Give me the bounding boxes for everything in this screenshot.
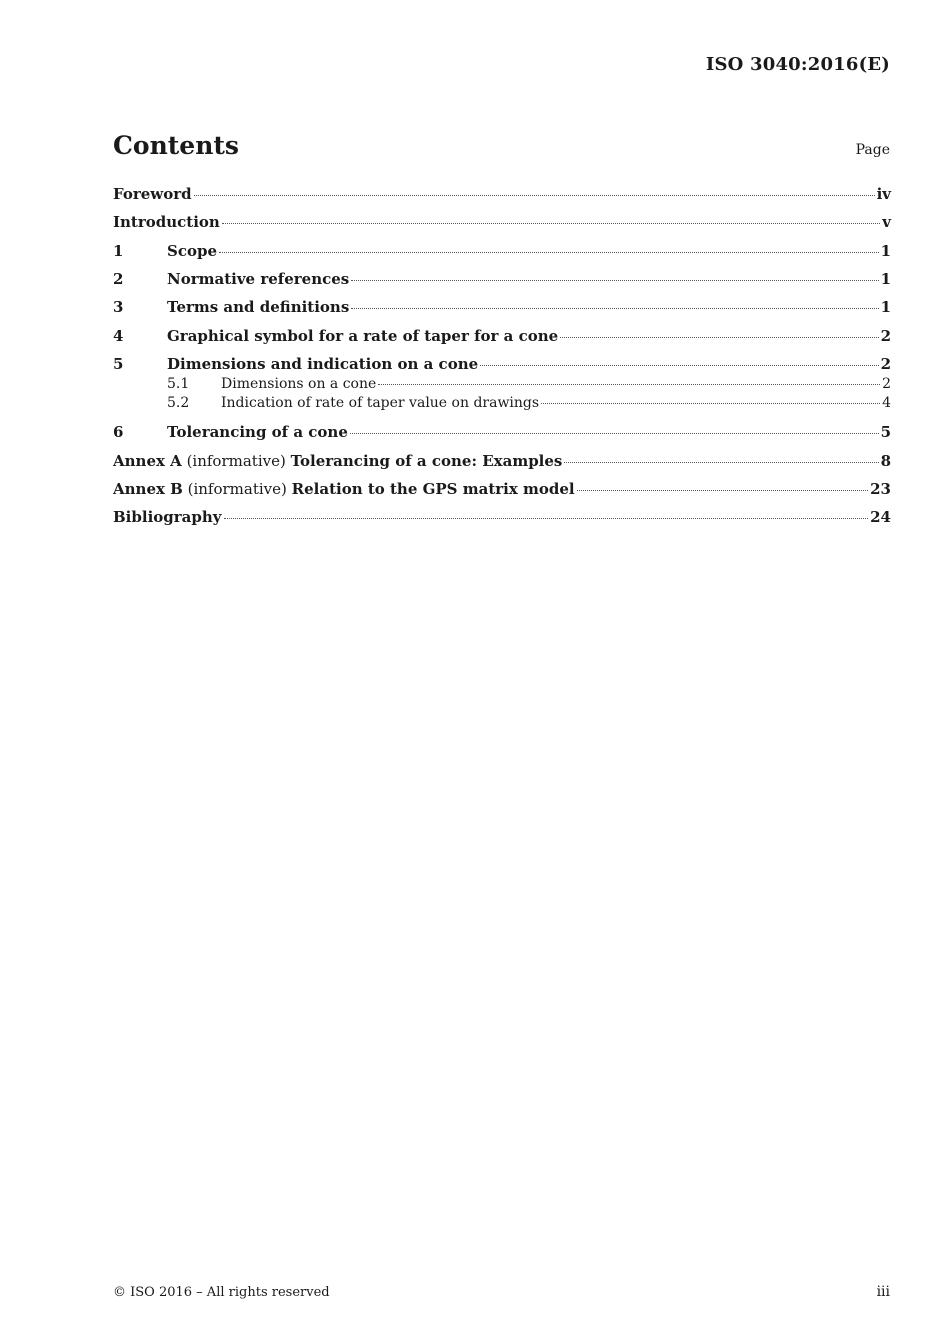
dot-leader (194, 194, 875, 196)
toc-entry-number: 6 (113, 423, 124, 441)
dot-leader (564, 461, 878, 463)
toc-entry-terms-definitions[interactable] (113, 298, 891, 327)
toc-entry-title (113, 480, 575, 498)
toc-entry-normative-references[interactable] (113, 270, 891, 298)
toc-entry-title: Foreword (113, 185, 192, 203)
dot-leader (222, 222, 880, 224)
annex-label: Annex B (113, 480, 183, 498)
dot-leader (350, 432, 879, 434)
toc-entry-title: Scope (167, 242, 218, 260)
dot-leader (351, 279, 878, 281)
toc-entry-number: 3 (113, 298, 124, 316)
toc-entry-title (113, 452, 562, 470)
toc-entry-page: v (882, 213, 891, 231)
dot-leader (541, 402, 880, 404)
annex-note: (informative) (181, 452, 291, 470)
toc-entry-tolerancing[interactable] (113, 423, 891, 452)
toc-entry-scope[interactable] (113, 242, 891, 270)
dot-leader (577, 489, 869, 491)
toc-entry-title: Bibliography (113, 508, 222, 526)
page-column-label: Page (855, 142, 890, 158)
toc-entry-page: 5 (880, 423, 891, 441)
document-id: ISO 3040:2016(E) (705, 54, 890, 75)
toc-entry-number: 5.2 (167, 395, 190, 411)
dot-leader (480, 364, 878, 366)
contents-heading: Contents (113, 131, 240, 160)
toc-entry-title: Dimensions on a cone (221, 376, 377, 392)
toc-entry-page: 2 (880, 327, 891, 345)
toc-entry-page: 23 (870, 480, 891, 498)
toc-entry-number: 2 (113, 270, 124, 288)
toc-entry-title: Normative references (167, 270, 350, 288)
annex-note: (informative) (182, 480, 292, 498)
toc-entry-title: Graphical symbol for a rate of taper for a cone (167, 327, 559, 345)
copyright-notice: © ISO 2016 – All rights reserved (113, 1285, 330, 1300)
toc-entry-page: 1 (880, 298, 891, 316)
annex-title: Tolerancing of a cone: Examples (290, 452, 563, 470)
toc-entry-page: iv (876, 185, 891, 203)
toc-entry-annex-b[interactable] (113, 480, 891, 508)
toc-entry-dimensions-indication[interactable] (113, 355, 891, 376)
toc-entry-page: 8 (880, 452, 891, 470)
toc-entry-annex-a[interactable] (113, 452, 891, 480)
toc-entry-title: Introduction (113, 213, 220, 231)
dot-leader (224, 517, 869, 519)
toc-entry-title: Indication of rate of taper value on drawings (221, 395, 540, 411)
toc-entry-number: 4 (113, 327, 124, 345)
toc-entry-page: 2 (882, 376, 891, 392)
toc-entry-title: Dimensions and indication on a cone (167, 355, 479, 373)
toc-entry-page: 24 (870, 508, 891, 526)
toc-entry-title: Tolerancing of a cone (167, 423, 348, 441)
toc-entry-number: 1 (113, 242, 124, 260)
toc-entry-graphical-symbol[interactable] (113, 327, 891, 355)
toc-entry-number: 5.1 (167, 376, 190, 392)
dot-leader (560, 336, 878, 338)
toc-entry-number: 5 (113, 355, 124, 373)
toc-subentry-rate-of-taper[interactable] (113, 395, 891, 423)
dot-leader (378, 383, 880, 385)
toc-subentry-dimensions-on-cone[interactable] (113, 376, 891, 395)
table-of-contents (113, 185, 891, 536)
page-number: iii (876, 1284, 890, 1300)
toc-entry-foreword[interactable] (113, 185, 891, 213)
dot-leader (219, 251, 879, 253)
toc-entry-bibliography[interactable] (113, 508, 891, 536)
toc-entry-page: 2 (880, 355, 891, 373)
toc-entry-page: 1 (880, 242, 891, 260)
toc-entry-introduction[interactable] (113, 213, 891, 242)
toc-entry-page: 1 (880, 270, 891, 288)
toc-entry-title: Terms and definitions (167, 298, 350, 316)
annex-title: Relation to the GPS matrix model (291, 480, 575, 498)
dot-leader (351, 307, 878, 309)
annex-label: Annex A (113, 452, 182, 470)
toc-entry-page: 4 (882, 395, 891, 411)
